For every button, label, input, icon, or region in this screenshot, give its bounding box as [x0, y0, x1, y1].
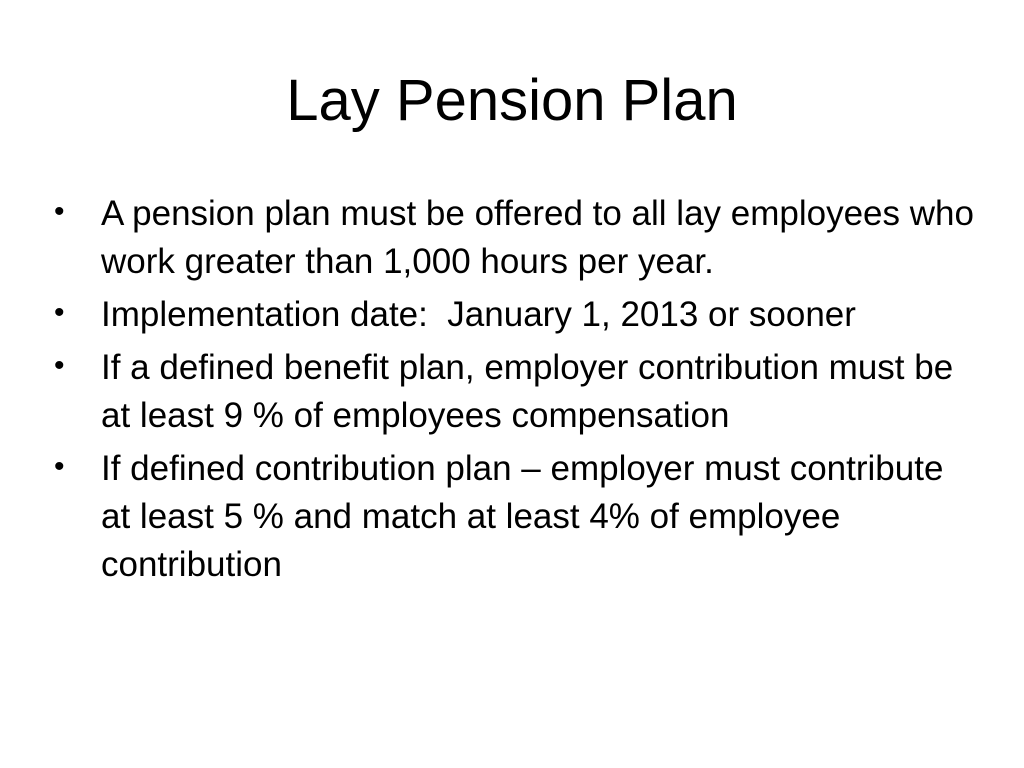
bullet-item-defined-contribution: [54, 445, 974, 589]
bullet-text: A pension plan must be offered to all lay employees who work greater than 1,000 hours per year.: [101, 194, 984, 281]
bullet-text: If defined contribution plan – employer must contribute at least 5 % and match at least 4% of employee contribution: [101, 449, 954, 584]
bullet-icon: •: [54, 349, 65, 382]
bullet-icon: •: [54, 296, 65, 329]
slide-title: Lay Pension Plan: [286, 68, 738, 133]
bullet-item-defined-benefit: [54, 344, 974, 440]
bullet-icon: •: [54, 450, 65, 483]
bullet-icon: •: [54, 195, 65, 228]
bullet-text: If a defined benefit plan, employer contribution must be at least 9 % of employees compensation: [101, 348, 963, 435]
bullet-item-implementation-date: [54, 291, 974, 339]
bullet-list: [54, 190, 984, 594]
bullet-item-pension-offered: [54, 190, 984, 286]
bullet-text: Implementation date: January 1, 2013 or sooner: [101, 295, 856, 334]
